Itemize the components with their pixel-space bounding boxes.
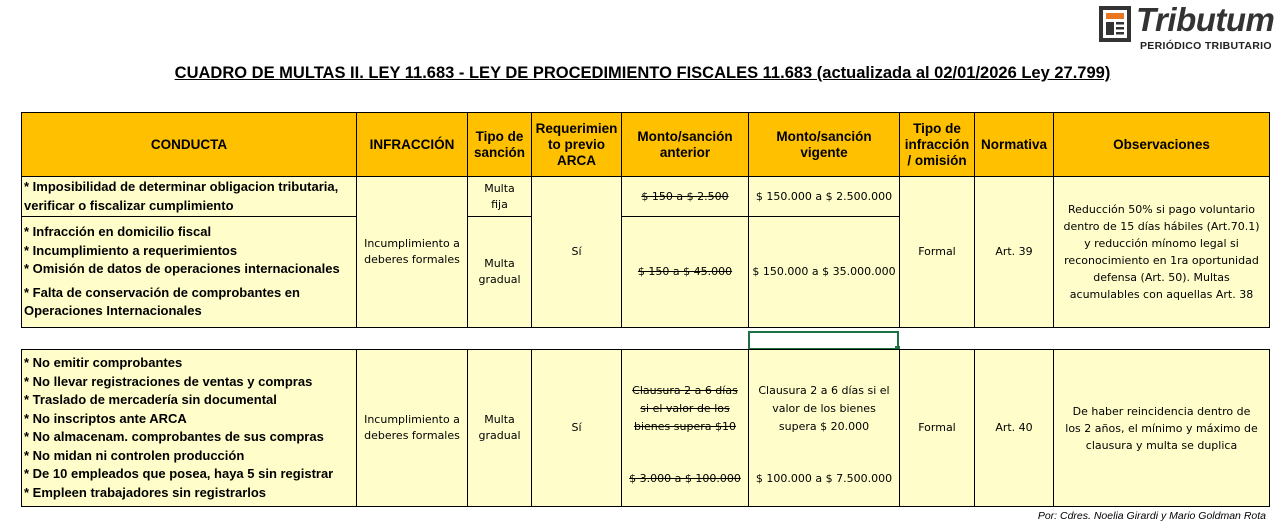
credit-note: Por: Cdres. Noelia Girardi y Mario Goldman Rota — [1037, 510, 1266, 522]
monto-anterior-cell: $ 150 a $ 2.500 — [622, 177, 749, 217]
page-title: CUADRO DE MULTAS II. LEY 11.683 - LEY DE PROCEDIMIENTO FISCALES 11.683 (actualizada al 02/01/2026 Ley 27.799) — [174, 64, 1111, 82]
tributum-logo — [1098, 1, 1275, 53]
selected-cell[interactable] — [748, 331, 899, 350]
tipo-sancion-cell: Multa fija — [468, 177, 532, 217]
header-infraccion: INFRACCIÓN — [357, 113, 468, 177]
table-row — [22, 350, 1270, 507]
tipo-sancion-cell: Multa gradual — [468, 217, 532, 328]
infraccion-cell: Incumplimiento a deberes formales — [357, 350, 468, 507]
header-tipo-sancion: Tipo de sanción — [468, 113, 532, 177]
tipo-sancion-cell: Multa gradual — [468, 350, 532, 507]
header-conducta: CONDUCTA — [22, 113, 357, 177]
conducta-cell: * Imposibilidad de determinar obligacion tributaria, verificar o fiscalizar cumplimiento — [22, 177, 357, 217]
newspaper-icon — [1098, 5, 1132, 43]
header-monto-vigente: Monto/sanción vigente — [749, 113, 900, 177]
monto-vigente-cell: Clausura 2 a 6 días si el valor de los bienes supera $ 20.000 $ 100.000 a $ 7.500.000 — [749, 350, 900, 507]
header-observaciones: Observaciones — [1054, 113, 1270, 177]
fines-table-art40 — [21, 349, 1270, 507]
logo-name: Tributum — [1136, 1, 1275, 38]
header-monto-anterior: Monto/sanción anterior — [622, 113, 749, 177]
normativa-cell: Art. 40 — [975, 350, 1054, 507]
requerimiento-cell: Sí — [532, 177, 622, 328]
conducta-cell: * No emitir comprobantes * No llevar registraciones de ventas y compras * Traslado de mercadería sin documental * No inscriptos ante ARCA * No almacenam. comprobantes de sus compras * No midan ni controlen producción * De 10 empleados que posea, haya 5 sin registrar * Empleen trabajadores sin registrarlos — [22, 350, 357, 507]
monto-vigente-cell: $ 150.000 a $ 2.500.000 — [749, 177, 900, 217]
header-row — [22, 113, 1270, 177]
monto-anterior-cell: Clausura 2 a 6 días si el valor de los bienes supera $10 $ 3.000 a $ 100.000 — [622, 350, 749, 507]
header-tipo-infraccion: Tipo de infracción / omisión — [900, 113, 975, 177]
observaciones-cell: Reducción 50% si pago voluntario dentro de 15 días hábiles (Art.70.1) y reducción mínomo legal si reconocimiento en 1ra oportunidad defensa (Art. 50). Multas acumulables con aquellas Art. 38 — [1054, 177, 1270, 328]
header-requerimiento: Requerimien to previo ARCA — [532, 113, 622, 177]
observaciones-cell: De haber reincidencia dentro de los 2 años, el mínimo y máximo de clausura y multa se duplica — [1054, 350, 1270, 507]
logo-subtitle: PERIÓDICO TRIBUTARIO — [1140, 40, 1272, 52]
conducta-cell: * Infracción en domicilio fiscal * Incumplimiento a requerimientos * Omisión de datos de operaciones internacionales * Falta de conservación de comprobantes en Operaciones Internacionales — [22, 217, 357, 328]
normativa-cell: Art. 39 — [975, 177, 1054, 328]
table-row — [22, 177, 1270, 217]
tipo-infraccion-cell: Formal — [900, 177, 975, 328]
monto-anterior-cell: $ 150 a $ 45.000 — [622, 217, 749, 328]
fines-table-art39 — [21, 112, 1270, 328]
monto-vigente-cell: $ 150.000 a $ 35.000.000 — [749, 217, 900, 328]
requerimiento-cell: Sí — [532, 350, 622, 507]
header-normativa: Normativa — [975, 113, 1054, 177]
tipo-infraccion-cell: Formal — [900, 350, 975, 507]
infraccion-cell: Incumplimiento a deberes formales — [357, 177, 468, 328]
